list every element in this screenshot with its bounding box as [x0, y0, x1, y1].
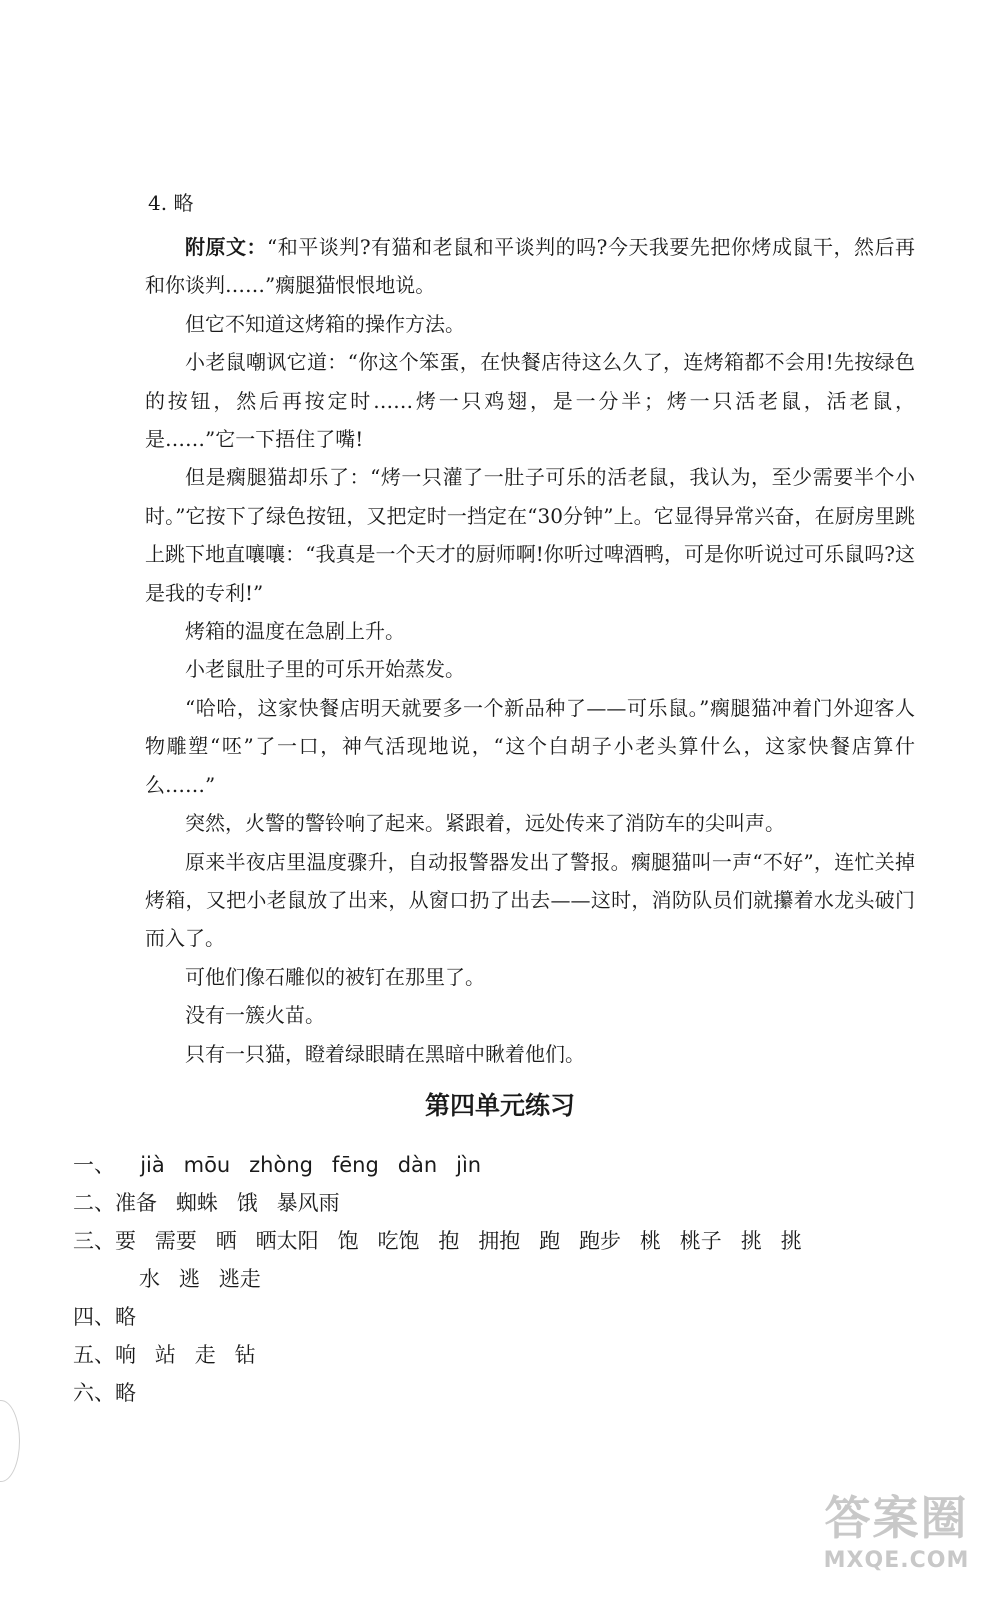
page-edge-decoration	[0, 1400, 20, 1482]
watermark-top-text: 答案圈	[824, 1491, 969, 1545]
answer-number: 五、	[73, 1343, 115, 1367]
story-paragraph: 原来半夜店里温度骤升，自动报警器发出了警报。瘸腿猫叫一声“不好”，连忙关掉烤箱，又把小老鼠放了出来，从窗口扔了出去——这时，消防队员们就攥着水龙头破门而入了。	[145, 849, 915, 951]
original-text-section	[145, 228, 915, 1073]
answer-item: 需要	[154, 1229, 197, 1253]
answer-item: 挑	[740, 1229, 762, 1253]
story-paragraph: 只有一只猫，瞪着绿眼睛在黑暗中瞅着他们。	[185, 1041, 585, 1066]
story-paragraph: 没有一簇火苗。	[185, 1003, 325, 1028]
answer-item: 站	[154, 1343, 176, 1367]
answer-item: 挑	[780, 1229, 802, 1253]
pinyin-item: zhòng	[249, 1153, 313, 1177]
answer-item: 准备	[115, 1191, 157, 1215]
answer-row-1	[73, 1146, 923, 1184]
story-paragraph: 可他们像石雕似的被钉在那里了。	[185, 964, 485, 989]
pinyin-item: dàn	[397, 1153, 438, 1177]
pinyin-item: fēng	[331, 1153, 379, 1177]
answer-list	[73, 1146, 923, 1412]
story-paragraph: 小老鼠肚子里的可乐开始蒸发。	[185, 657, 465, 682]
answer-item: 要	[115, 1229, 136, 1253]
answer-item: 水	[139, 1267, 160, 1291]
answer-row-3	[73, 1222, 923, 1260]
answer-item: 略	[115, 1381, 136, 1405]
story-paragraph: 小老鼠嘲讽它道：“你这个笨蛋，在快餐店待这么久了，连烤箱都不会用!先按绿色的按钮，然后再按定时……烤一只鸡翅，是一分半；烤一只活老鼠，活老鼠，是……”它一下捂住了嘴!	[145, 350, 915, 452]
unit-title: 第四单元练习	[424, 1091, 575, 1120]
answer-item: 饿	[236, 1191, 258, 1215]
answer-item: 拥抱	[478, 1229, 521, 1253]
watermark-domain-text: MXQE.COM	[823, 1548, 970, 1573]
original-text-label: 附原文：	[185, 235, 268, 259]
answer-row-2	[73, 1184, 923, 1222]
answer-item: 跑步	[579, 1229, 622, 1253]
answer-item: 饱	[337, 1229, 359, 1253]
story-paragraph: 突然，火警的警铃响了起来。紧跟着，远处传来了消防车的尖叫声。	[185, 811, 785, 836]
answer-item: 晒太阳	[255, 1229, 319, 1253]
answer-item: 响	[115, 1343, 136, 1367]
answer-item: 略	[115, 1305, 136, 1329]
answer-item: 钻	[234, 1343, 256, 1367]
answer-number: 四、	[73, 1305, 115, 1329]
answer-row-5	[73, 1336, 923, 1374]
answer-number: 一、	[73, 1153, 115, 1177]
answer-number: 二、	[73, 1191, 115, 1215]
answer-item: 逃走	[218, 1267, 261, 1291]
story-paragraph: 但它不知道这烤箱的操作方法。	[185, 311, 465, 336]
answer-row-4	[73, 1298, 923, 1336]
answer-item: 逃	[178, 1267, 200, 1291]
answer-item: 桃子	[679, 1229, 722, 1253]
watermark-logo	[809, 1489, 984, 1584]
story-paragraph: 烤箱的温度在急剧上升。	[185, 619, 405, 644]
answer-row-3-continued	[73, 1260, 923, 1298]
pinyin-item: mōu	[183, 1153, 231, 1177]
answer-item: 暴风雨	[276, 1191, 340, 1215]
answer-item: 走	[194, 1343, 216, 1367]
story-paragraph: “哈哈，这家快餐店明天就要多一个新品种了——可乐鼠。”瘸腿猫冲着门外迎客人物雕塑“呸”了一口，神气活现地说，“这个白胡子小老头算什么，这家快餐店算什么……”	[145, 695, 915, 797]
answer-row-6	[73, 1374, 923, 1412]
answer-item: 晒	[215, 1229, 237, 1253]
answer-item: 吃饱	[377, 1229, 420, 1253]
pinyin-item: jìn	[456, 1153, 482, 1177]
question-4-heading: 4. 略	[148, 191, 194, 215]
pinyin-item: jià	[140, 1153, 165, 1177]
story-paragraph: 但是瘸腿猫却乐了：“烤一只灌了一肚子可乐的活老鼠，我认为，至少需要半个小时。”它按下了绿色按钮，又把定时一挡定在“30分钟”上。它显得异常兴奋，在厨房里跳上跳下地直嚷嚷：“我真是一个天才的厨师啊!你听过啤酒鸭，可是你听说过可乐鼠吗?这是我的专利!”	[145, 465, 915, 605]
answer-item: 抱	[438, 1229, 460, 1253]
answer-item: 跑	[539, 1229, 561, 1253]
answer-item: 桃	[639, 1229, 661, 1253]
answer-number: 三、	[73, 1229, 115, 1253]
story-paragraph: 附原文：“和平谈判?有猫和老鼠和平谈判的吗?今天我要先把你烤成鼠干，然后再和你谈判……”瘸腿猫恨恨地说。	[145, 235, 916, 298]
answer-item: 蜘蛛	[175, 1191, 218, 1215]
answer-number: 六、	[73, 1381, 115, 1405]
